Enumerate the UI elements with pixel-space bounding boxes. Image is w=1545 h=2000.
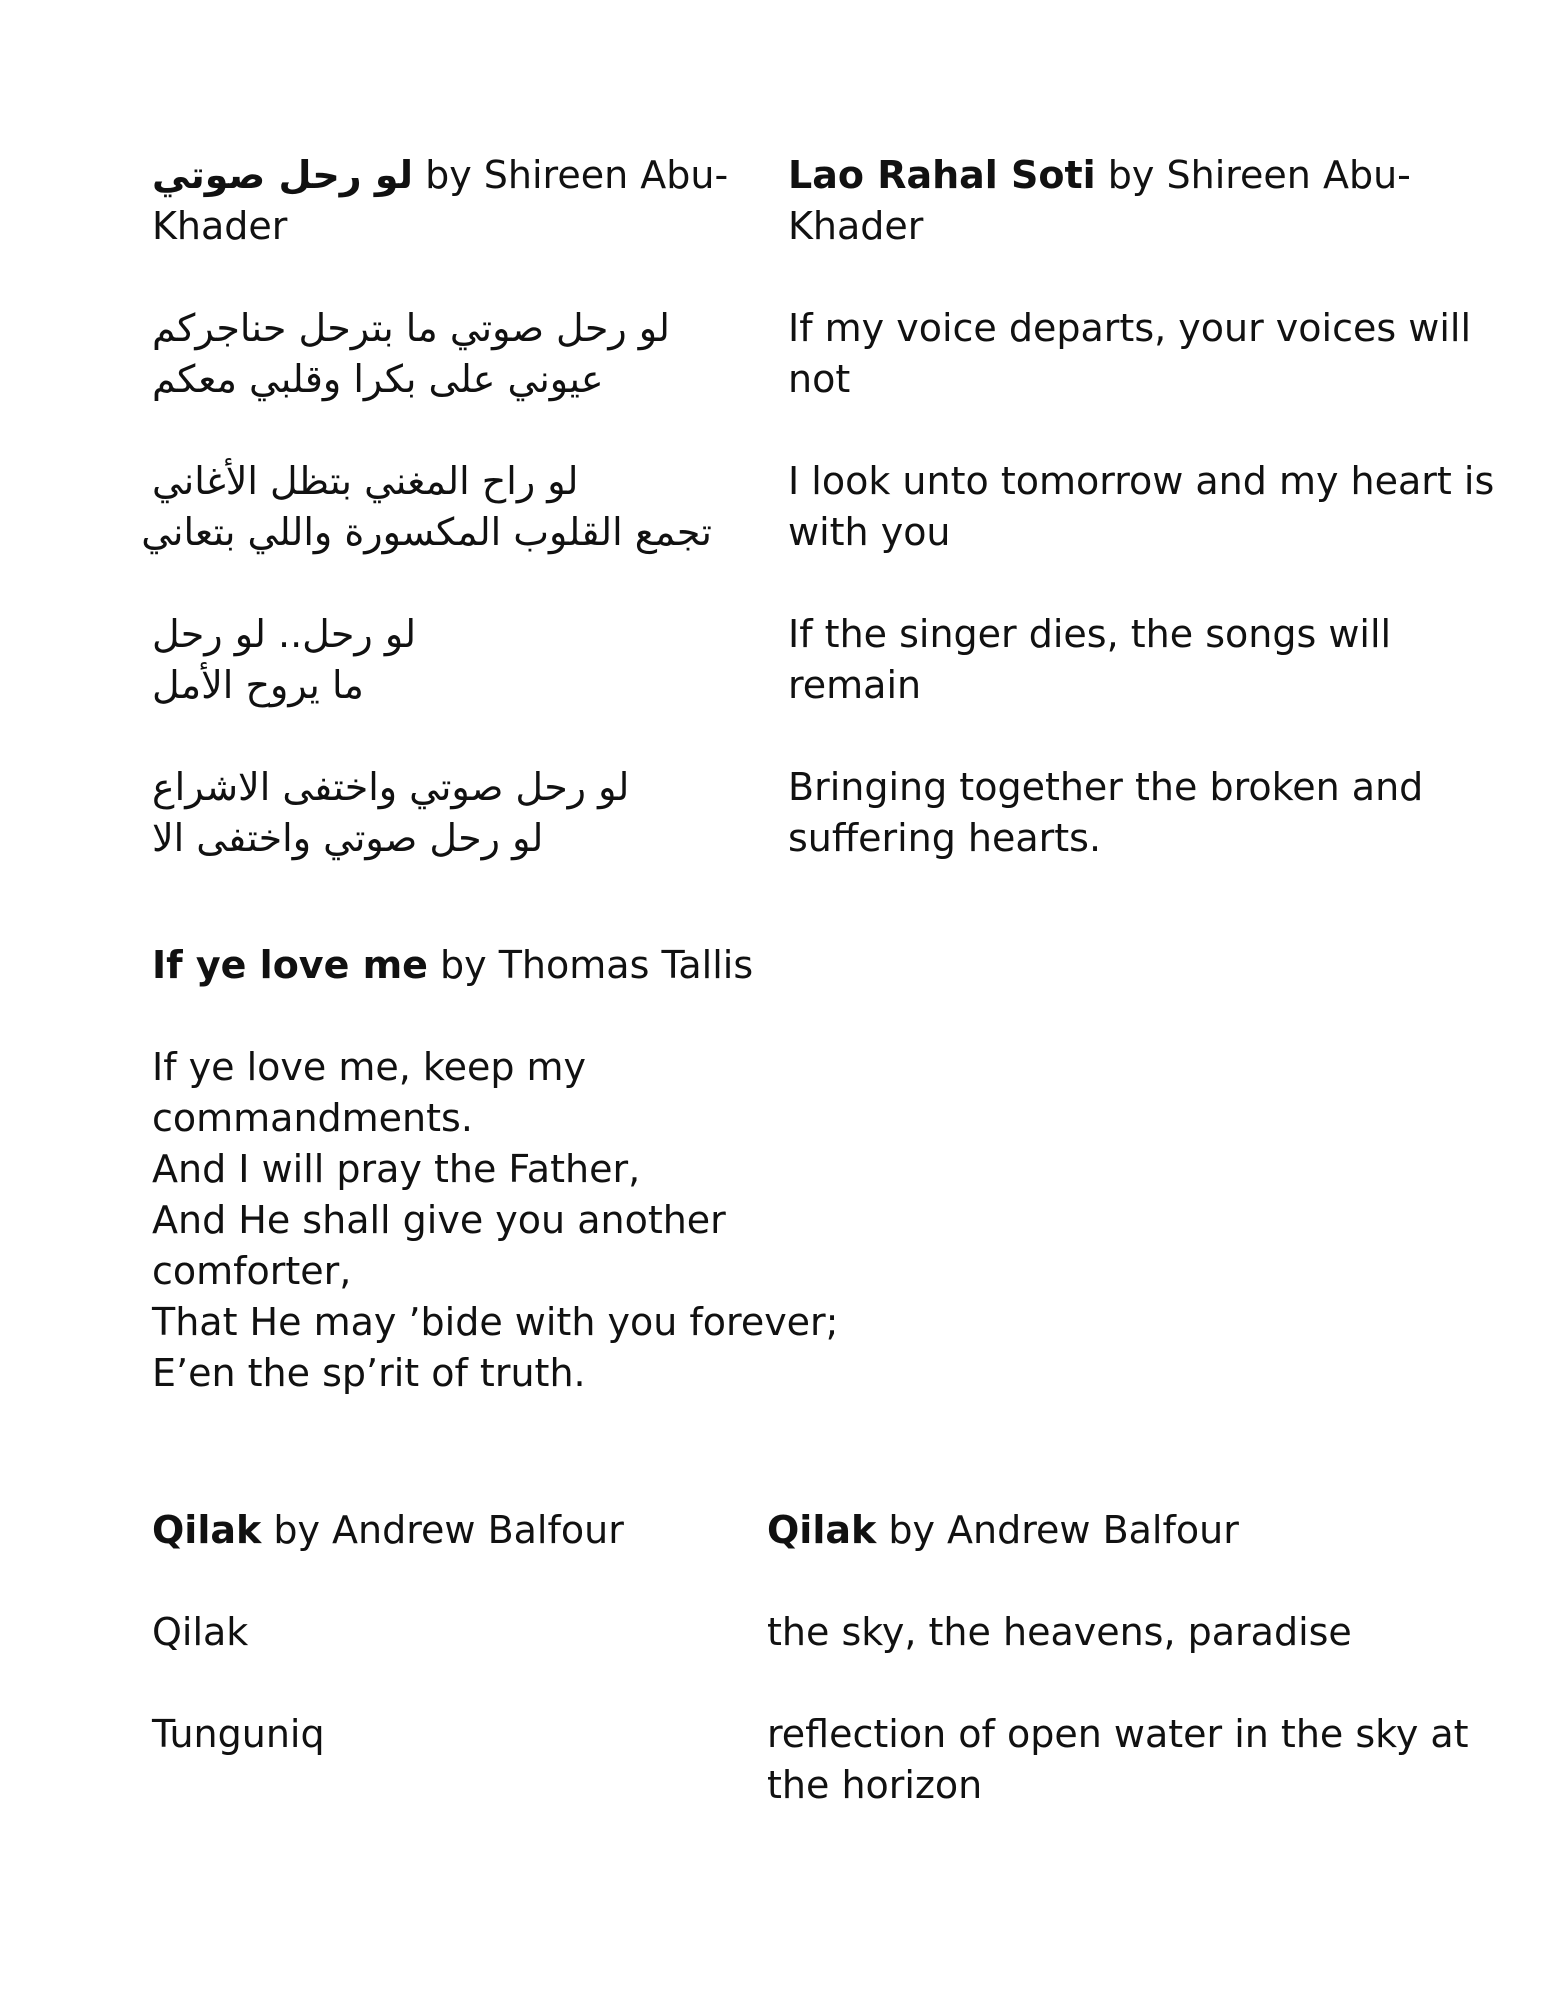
arabic-line: لو رحل.. لو رحل <box>152 612 417 656</box>
tallis-song-name: If ye love me <box>152 943 428 987</box>
tallis-line: And I will pray the Father, <box>152 1147 641 1191</box>
qilak-title-right <box>767 1505 1239 1556</box>
tallis-line: commandments. <box>152 1096 473 1140</box>
tallis-line: If ye love me, keep my <box>152 1045 587 1089</box>
arabic-line: تجمع القلوب المكسورة واللي بتعاني <box>141 510 712 554</box>
tallis-line: comforter, <box>152 1249 352 1293</box>
translit-song-author: by Shireen Abu- <box>1095 153 1411 197</box>
arabic-song-author: by Shireen Abu- <box>413 153 729 197</box>
arabic-song-author-cont: Khader <box>152 204 288 248</box>
qilak-song-author: by Andrew Balfour <box>876 1508 1239 1552</box>
tallis-lyrics <box>152 1042 839 1399</box>
arabic-line: لو راح المغني بتظل الأغاني <box>152 459 579 503</box>
tallis-song-author: by Thomas Tallis <box>427 943 754 987</box>
english-stanza-1 <box>788 303 1471 405</box>
arabic-line: عيوني على بكرا وقلبي معكم <box>152 357 604 401</box>
arabic-stanza-2 <box>141 456 712 558</box>
tallis-line: That He may ’bide with you forever; <box>152 1300 839 1344</box>
english-line: not <box>788 357 851 401</box>
arabic-song-name: لو رحل صوتي <box>152 153 413 197</box>
english-stanza-3 <box>788 609 1391 711</box>
arabic-line: لو رحل صوتي واختفى الا <box>152 816 544 860</box>
tallis-title <box>152 940 753 991</box>
english-line: remain <box>788 663 922 707</box>
qilak-term-2 <box>152 1709 325 1760</box>
qilak-definition-line: the sky, the heavens, paradise <box>767 1610 1352 1654</box>
english-stanza-4 <box>788 762 1423 864</box>
qilak-def-2 <box>767 1709 1469 1811</box>
translit-song-author-cont: Khader <box>788 204 924 248</box>
qilak-def-1 <box>767 1607 1352 1658</box>
tallis-line: And He shall give you another <box>152 1198 726 1242</box>
arabic-stanza-3 <box>152 609 712 711</box>
arabic-stanza-4 <box>152 762 712 864</box>
arabic-song-title <box>152 150 728 252</box>
arabic-line: ما يروح الأمل <box>152 663 364 707</box>
qilak-definition-line: the horizon <box>767 1763 983 1807</box>
qilak-term: Tunguniq <box>152 1712 325 1756</box>
translit-song-name: Lao Rahal Soti <box>788 153 1096 197</box>
arabic-line: لو رحل صوتي ما بترحل حناجركم <box>152 306 670 350</box>
qilak-term-1 <box>152 1607 248 1658</box>
qilak-definition-line: reflection of open water in the sky at <box>767 1712 1469 1756</box>
qilak-title-left <box>152 1505 624 1556</box>
translit-song-title <box>788 150 1411 252</box>
qilak-song-name: Qilak <box>152 1508 262 1552</box>
qilak-song-author: by Andrew Balfour <box>261 1508 624 1552</box>
english-line: with you <box>788 510 951 554</box>
english-line: If the singer dies, the songs will <box>788 612 1392 656</box>
qilak-song-name: Qilak <box>767 1508 877 1552</box>
arabic-line: لو رحل صوتي واختفى الاشراع <box>152 765 630 809</box>
tallis-line: E’en the sp’rit of truth. <box>152 1351 586 1395</box>
english-line: I look unto tomorrow and my heart is <box>788 459 1495 503</box>
english-stanza-2 <box>788 456 1494 558</box>
english-line: suffering hearts. <box>788 816 1102 860</box>
english-line: If my voice departs, your voices will <box>788 306 1471 350</box>
arabic-stanza-1 <box>152 303 712 405</box>
english-line: Bringing together the broken and <box>788 765 1424 809</box>
qilak-term: Qilak <box>152 1610 249 1654</box>
